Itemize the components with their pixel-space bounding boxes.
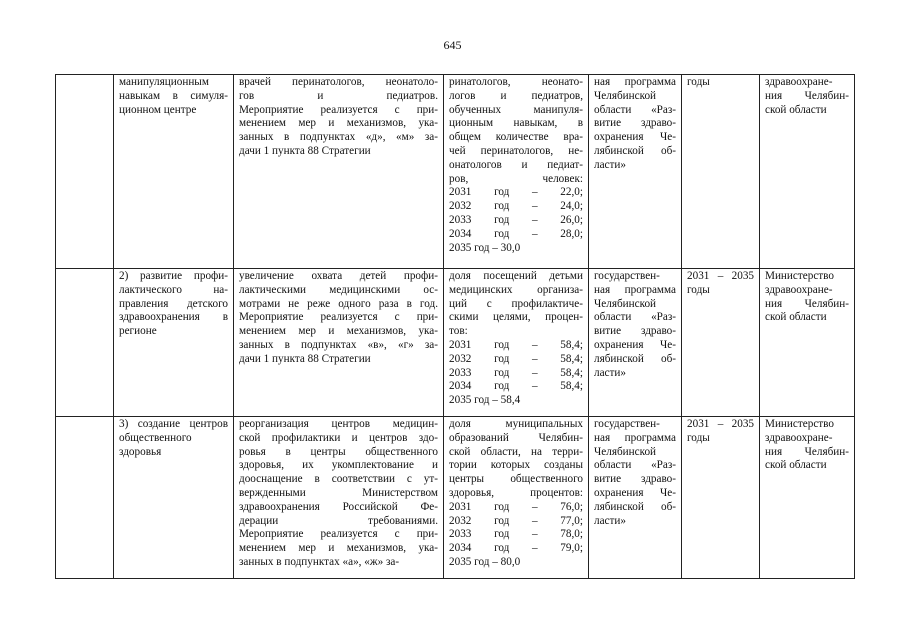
cell-line: ния Челябин- (765, 445, 849, 458)
program-cell (589, 417, 682, 579)
cell-line: витие здраво- (594, 473, 676, 486)
cell-line: дооснащение в соответствии с ут- (239, 473, 438, 486)
cell-line: здравоохранения в (119, 311, 228, 324)
cell-line: здоровья, процентов: (449, 486, 583, 499)
cell-line: ринатологов, неонато- (449, 76, 583, 88)
cell-line: ния Челябин- (765, 89, 849, 102)
cell-line: менением мер и механизмов, ука- (239, 117, 438, 130)
cell-line: витие здраво- (594, 117, 676, 130)
cell-line: ционном центре (119, 103, 197, 116)
measures-cell (234, 417, 444, 579)
cell-line: дерации требованиями. (239, 514, 438, 527)
cell-line: ная программа (594, 283, 676, 296)
cell-line: доля посещений детьми (449, 270, 583, 282)
cell-line: онатологов и педиат- (449, 158, 583, 171)
cell-line: реорганизация центров медицин- (239, 418, 438, 430)
cell-line: 2033 год – 58,4; (449, 366, 583, 379)
cell-line: вержденными Министерством (239, 486, 438, 499)
cell-line: мотрами не реже одного раза в год. (239, 297, 438, 310)
cell-line: менением мер и механизмов, ука- (239, 542, 438, 555)
cell-line: здоровья, их укомплектование и (239, 459, 438, 472)
cell-line: общем количестве вра- (449, 131, 583, 144)
cell-line: охранения Че- (594, 131, 676, 144)
cell-line: увеличение охвата детей профи- (239, 270, 438, 282)
cell-line: 2034 год – 58,4; (449, 380, 583, 393)
table-row (56, 75, 855, 269)
page-number: 645 (443, 38, 462, 52)
executor-cell (760, 75, 855, 269)
cell-line: Мероприятие реализуется с при- (239, 311, 438, 324)
cell-line: ской области (765, 311, 827, 324)
plan-table-body (56, 75, 855, 579)
table-row (56, 269, 855, 417)
cell-line: 2031 год – 76,0; (449, 500, 583, 513)
task-cell (114, 417, 234, 579)
cell-line: Министерство (765, 270, 834, 282)
cell-line: образований Челябин- (449, 431, 583, 444)
cell-line: охранения Че- (594, 338, 676, 351)
cell-line: правления детского (119, 297, 228, 310)
cell-line: чей перинатологов, не- (449, 144, 583, 157)
cell-line: гов и педиатров. (239, 89, 438, 102)
cell-line: тов: (449, 325, 468, 338)
measures-cell (234, 75, 444, 269)
cell-line: 2031 – 2035 (687, 270, 754, 282)
indicator-cell (444, 417, 589, 579)
cell-line: скими целями, процен- (449, 311, 583, 324)
cell-line: ской области, на терри- (449, 445, 583, 458)
cell-line: менением мер и механизмов, ука- (239, 325, 438, 338)
cell-line: ласти» (594, 514, 626, 527)
cell-line: тории которых созданы (449, 459, 583, 472)
cell-line: обученных манипуля- (449, 103, 583, 116)
cell-line: ная программа (594, 431, 676, 444)
program-cell (589, 269, 682, 417)
cell-line: дачи 1 пункта 88 Стратегии (239, 352, 371, 365)
cell-line: ласти» (594, 366, 626, 379)
executor-cell (760, 269, 855, 417)
cell-line: области «Раз- (594, 103, 676, 116)
cell-line: здравоохране- (765, 76, 833, 88)
cell-line: области «Раз- (594, 311, 676, 324)
indicator-cell (444, 269, 589, 417)
cell-line: манипуляционным (119, 76, 209, 88)
cell-line: Мероприятие реализуется с при- (239, 103, 438, 116)
indicator-cell (444, 75, 589, 269)
cell-line: лактического на- (119, 283, 228, 296)
cell-line: годы (687, 431, 710, 444)
cell-line: области «Раз- (594, 459, 676, 472)
cell-line: регионе (119, 325, 157, 338)
cell-line: охранения Че- (594, 486, 676, 499)
row-number-cell (56, 75, 114, 269)
row-number-cell (56, 269, 114, 417)
cell-line: годы (687, 76, 710, 88)
cell-line: центры общественного (449, 473, 583, 486)
cell-line: 2035 год – 80,0 (449, 555, 521, 568)
cell-line: 2035 год – 30,0 (449, 241, 521, 254)
program-cell (589, 75, 682, 269)
cell-line: Мероприятие реализуется с при- (239, 528, 438, 541)
table-row (56, 417, 855, 579)
cell-line: государствен- (594, 270, 660, 282)
cell-line: Челябинской (594, 297, 657, 310)
cell-line: 2034 год – 28,0; (449, 227, 583, 240)
cell-line: Челябинской (594, 89, 657, 102)
task-cell (114, 269, 234, 417)
cell-line: здоровья (119, 445, 162, 458)
cell-line: лябинской об- (594, 500, 676, 513)
cell-line: 3) создание центров (119, 418, 228, 430)
cell-line: навыкам в симуля- (119, 89, 228, 102)
period-cell (682, 417, 760, 579)
cell-line: 2033 год – 26,0; (449, 213, 583, 226)
cell-line: занных в подпунктах «д», «м» за- (239, 131, 438, 144)
cell-line: лябинской об- (594, 144, 676, 157)
cell-line: 2034 год – 79,0; (449, 542, 583, 555)
measures-cell (234, 269, 444, 417)
cell-line: 2033 год – 78,0; (449, 528, 583, 541)
cell-line: 2031 – 2035 (687, 418, 754, 430)
cell-line: здравоохранения Российской Фе- (239, 500, 438, 513)
cell-line: дачи 1 пункта 88 Стратегии (239, 144, 371, 157)
plan-table (55, 74, 855, 579)
cell-line: Министерство (765, 418, 834, 430)
cell-line: 2032 год – 77,0; (449, 514, 583, 527)
cell-line: ской области (765, 103, 827, 116)
task-cell (114, 75, 234, 269)
cell-line: ской области (765, 459, 827, 472)
cell-line: занных в подпунктах «а», «ж» за- (239, 555, 400, 568)
cell-line: ровья в центры общественного (239, 445, 438, 458)
period-cell (682, 269, 760, 417)
row-number-cell (56, 417, 114, 579)
cell-line: Челябинской (594, 445, 657, 458)
cell-line: доля муниципальных (449, 418, 583, 430)
cell-line: 2031 год – 58,4; (449, 338, 583, 351)
cell-line: здравоохране- (765, 431, 833, 444)
cell-line: занных в подпунктах «в», «г» за- (239, 338, 438, 351)
cell-line: общественного (119, 431, 192, 444)
cell-line: ций с профилактиче- (449, 297, 583, 310)
cell-line: государствен- (594, 418, 660, 430)
executor-cell (760, 417, 855, 579)
cell-line: годы (687, 283, 710, 296)
cell-line: ров, человек: (449, 172, 583, 185)
cell-line: 2) развитие профи- (119, 270, 228, 282)
cell-line: 2031 год – 22,0; (449, 186, 583, 199)
cell-line: витие здраво- (594, 325, 676, 338)
cell-line: логов и педиатров, (449, 89, 583, 102)
cell-line: медицинских организа- (449, 283, 583, 296)
period-cell (682, 75, 760, 269)
cell-line: 2032 год – 24,0; (449, 200, 583, 213)
cell-line: здравоохране- (765, 283, 833, 296)
cell-line: лактическими медицинскими ос- (239, 283, 438, 296)
cell-line: ционным навыкам, в (449, 117, 583, 130)
cell-line: ная программа (594, 76, 676, 88)
cell-line: ской профилактики и центров здо- (239, 431, 438, 444)
cell-line: 2032 год – 58,4; (449, 352, 583, 365)
cell-line: лябинской об- (594, 352, 676, 365)
cell-line: врачей перинатологов, неонатоло- (239, 76, 438, 88)
cell-line: ласти» (594, 158, 626, 171)
cell-line: 2035 год – 58,4 (449, 394, 521, 407)
cell-line: ния Челябин- (765, 297, 849, 310)
